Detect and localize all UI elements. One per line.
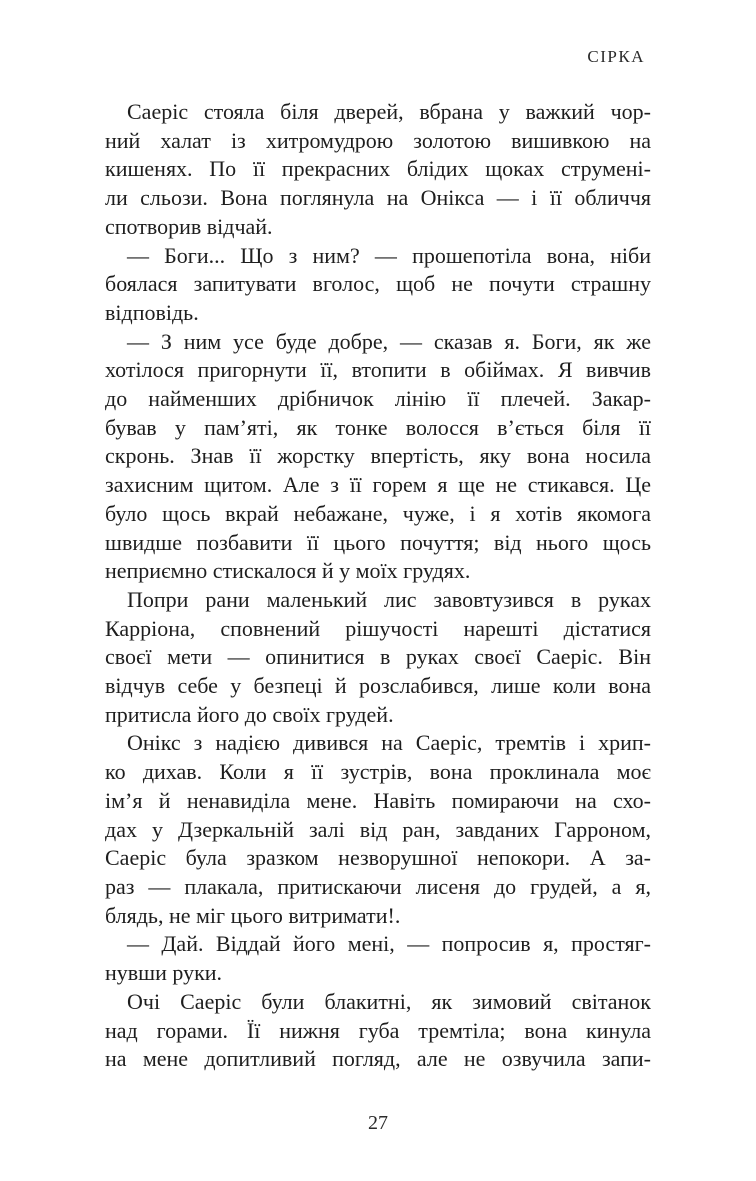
text-line: — Боги... Що з ним? — прошепотіла вона, ніби [127,242,651,268]
text-line: спотворив відчай. [105,213,273,239]
paragraph [105,729,651,930]
text-line: захисним щитом. Але з її горем я ще не стикався. Це [105,472,651,498]
text-line: притисла його до своїх грудей. [105,701,394,727]
paragraph [105,586,651,730]
text-line: боялася запитувати вголос, щоб не почути страшну [105,271,651,297]
text-line: Очі Саеріс були блакитні, як зимовий світанок [127,988,651,1014]
text-line: ли сльози. Вона поглянула на Онікса — і її обличчя [105,185,651,211]
text-line: скронь. Знав її жорстку впертість, яку вона носила [105,443,651,469]
text-line: бував у пам’яті, як тонке волосся в’ється біля її [105,414,651,440]
text-line: хотілося пригорнути її, втопити в обіймах. Я вивчив [105,357,651,383]
text-line: ім’я й ненавиділа мене. Навіть помираючи на схо- [105,787,651,813]
paragraph [105,988,651,1074]
text-line: відповідь. [105,299,199,325]
text-block [105,98,651,1074]
running-head: СІРКА [587,47,645,66]
text-line: кишенях. По її прекрасних блідих щоках струмені- [105,156,651,182]
text-line: над горами. Її нижня губа тремтіла; вона кинула [105,1017,651,1043]
text-line: було щось вкрай небажане, чуже, і я хотів якомога [105,500,651,526]
text-line: раз — плакала, притискаючи лисеня до грудей, а я, [105,873,651,899]
text-line: неприємно стискалося й у моїх грудях. [105,558,471,584]
text-line: блядь, не міг цього витримати!. [105,902,401,928]
text-line: своєї мети — опинитися в руках своєї Саеріс. Він [105,644,651,670]
text-line: ний халат із хитромудрою золотою вишивкою на [105,127,651,153]
text-line: нувши руки. [105,960,223,986]
text-line: до найменших дрібничок лінію її плечей. Закар- [105,386,651,412]
text-line: Карріона, сповнений рішучості нарешті дістатися [105,615,651,641]
text-line: — Дай. Віддай його мені, — попросив я, простяг- [127,931,651,957]
text-line: дах у Дзеркальній залі від ран, завданих Гарроном, [105,816,651,842]
text-line: відчув себе у безпеці й розслабився, лише коли вона [105,673,651,699]
text-line: — З ним усе буде добре, — сказав я. Боги, як же [127,328,651,354]
text-line: ко дихав. Коли я її зустрів, вона проклинала моє [105,759,651,785]
paragraph [105,98,651,242]
paragraph [105,930,651,987]
page-number: 27 [368,1112,388,1134]
text-line: швидше позбавити її цього почуття; від нього щось [105,529,651,555]
text-line: на мене допитливий погляд, але не озвучила запи- [105,1046,651,1072]
text-line: Попри рани маленький лис завовтузився в руках [127,586,651,612]
text-line: Саеріс стояла біля дверей, вбрана у важкий чор- [127,99,651,124]
paragraph [105,328,651,586]
text-line: Саеріс була зразком незворушної непокори. А за- [105,845,651,871]
text-line: Онікс з надією дивився на Саеріс, тремтів і хрип- [127,730,651,756]
paragraph [105,242,651,328]
